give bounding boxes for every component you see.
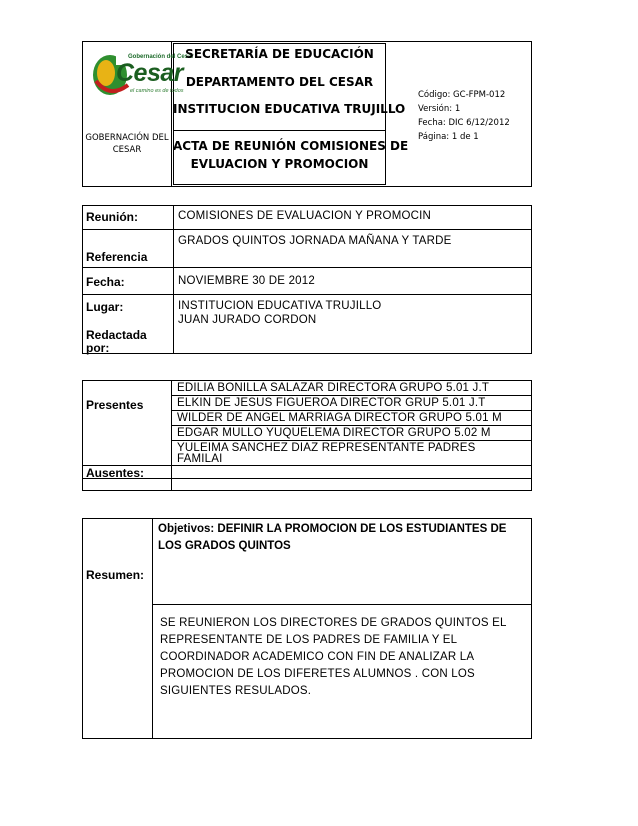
summary-body-line: REPRESENTANTE DE LOS PADRES DE FAMILIA Y EL	[160, 634, 458, 646]
summary-divider	[152, 518, 153, 739]
doc-pagina: Página: 1 de 1	[418, 132, 479, 142]
doc-version: Versión: 1	[418, 104, 461, 114]
attendance-row-line	[171, 440, 532, 441]
header-line-acta: ACTA DE REUNIÓN COMISIONES DE	[173, 139, 409, 153]
redactada-label-2: por:	[86, 341, 110, 355]
logo-slogan: el camino es de todos	[130, 88, 184, 94]
fecha-value: NOVIEMBRE 30 DE 2012	[178, 275, 315, 287]
logo-caption-line1: GOBERNACIÓN DEL	[85, 133, 169, 143]
doc-fecha: Fecha: DIC 6/12/2012	[418, 118, 510, 128]
info-row-line	[82, 267, 532, 268]
redactada-value: JUAN JURADO CORDON	[178, 314, 317, 326]
attendance-row-line	[82, 478, 532, 479]
attendance-row-line	[82, 465, 532, 466]
fecha-label: Fecha:	[86, 275, 125, 289]
reunion-value: COMISIONES DE EVALUACION Y PROMOCIN	[178, 210, 432, 222]
attendance-row-line	[171, 410, 532, 411]
attendance-row-line	[171, 395, 532, 396]
objetivos-line1: Objetivos: DEFINIR LA PROMOCION DE LOS ESTUDIANTES DE	[158, 523, 507, 535]
header-line-secretaria: SECRETARÍA DE EDUCACIÓN	[185, 47, 374, 61]
logo-small-text: Gobernación del Cesar	[128, 54, 194, 60]
presente-row: FAMILAI	[177, 453, 223, 465]
summary-body-line: SIGUIENTES RESULADOS.	[160, 685, 312, 697]
resumen-label: Resumen:	[86, 568, 145, 582]
referencia-label: Referencia	[86, 250, 148, 264]
summary-row-line	[152, 604, 532, 605]
logo-word: Cesar	[116, 59, 183, 87]
doc-codigo: Código: GC-FPM-012	[418, 90, 506, 100]
referencia-value: GRADOS QUINTOS JORNADA MAÑANA Y TARDE	[178, 235, 452, 247]
header-line-evaluacion: EVLUACION Y PROMOCION	[190, 157, 369, 171]
info-row-line	[82, 294, 532, 295]
ausentes-label: Ausentes:	[86, 466, 145, 480]
logo-caption-line2: CESAR	[112, 145, 142, 155]
header-line-departamento: DEPARTAMENTO DEL CESAR	[185, 75, 374, 89]
presente-row: EDGAR MULLO YUQUELEMA DIRECTOR GRUPO 5.02 M	[177, 427, 491, 439]
header-title-separator	[173, 130, 386, 131]
header-line-institucion: INSTITUCION EDUCATIVA TRUJILLO	[173, 102, 406, 116]
summary-body-line: PROMOCION DE LOS DIFERETES ALUMNOS . CON LOS	[160, 668, 475, 680]
summary-body-line: COORDINADOR ACADEMICO CON FIN DE ANALIZAR LA	[160, 651, 475, 663]
attendance-row-line	[171, 425, 532, 426]
lugar-label: Lugar:	[86, 300, 124, 314]
reunion-label: Reunión:	[86, 210, 138, 224]
presente-row: YULEIMA SANCHEZ DIAZ REPRESENTANTE PADRES	[177, 442, 476, 454]
presentes-label: Presentes	[86, 398, 144, 412]
redactada-label: Redactada	[86, 328, 147, 342]
summary-body-line: SE REUNIERON LOS DIRECTORES DE GRADOS QUINTOS EL	[160, 617, 507, 629]
presente-row: ELKIN DE JESUS FIGUEROA DIRECTOR GRUP 5.01 J.T	[177, 397, 486, 409]
presente-row: EDILIA BONILLA SALAZAR DIRECTORA GRUPO 5.01 J.T	[177, 382, 490, 394]
presente-row: WILDER DE ANGEL MARRIAGA DIRECTOR GRUPO 5.01 M	[177, 412, 502, 424]
lugar-value: INSTITUCION EDUCATIVA TRUJILLO	[178, 300, 382, 312]
info-row-line	[82, 229, 532, 230]
info-divider	[173, 205, 174, 354]
attendance-divider	[171, 380, 172, 491]
objetivos-line2: LOS GRADOS QUINTOS	[158, 540, 291, 552]
